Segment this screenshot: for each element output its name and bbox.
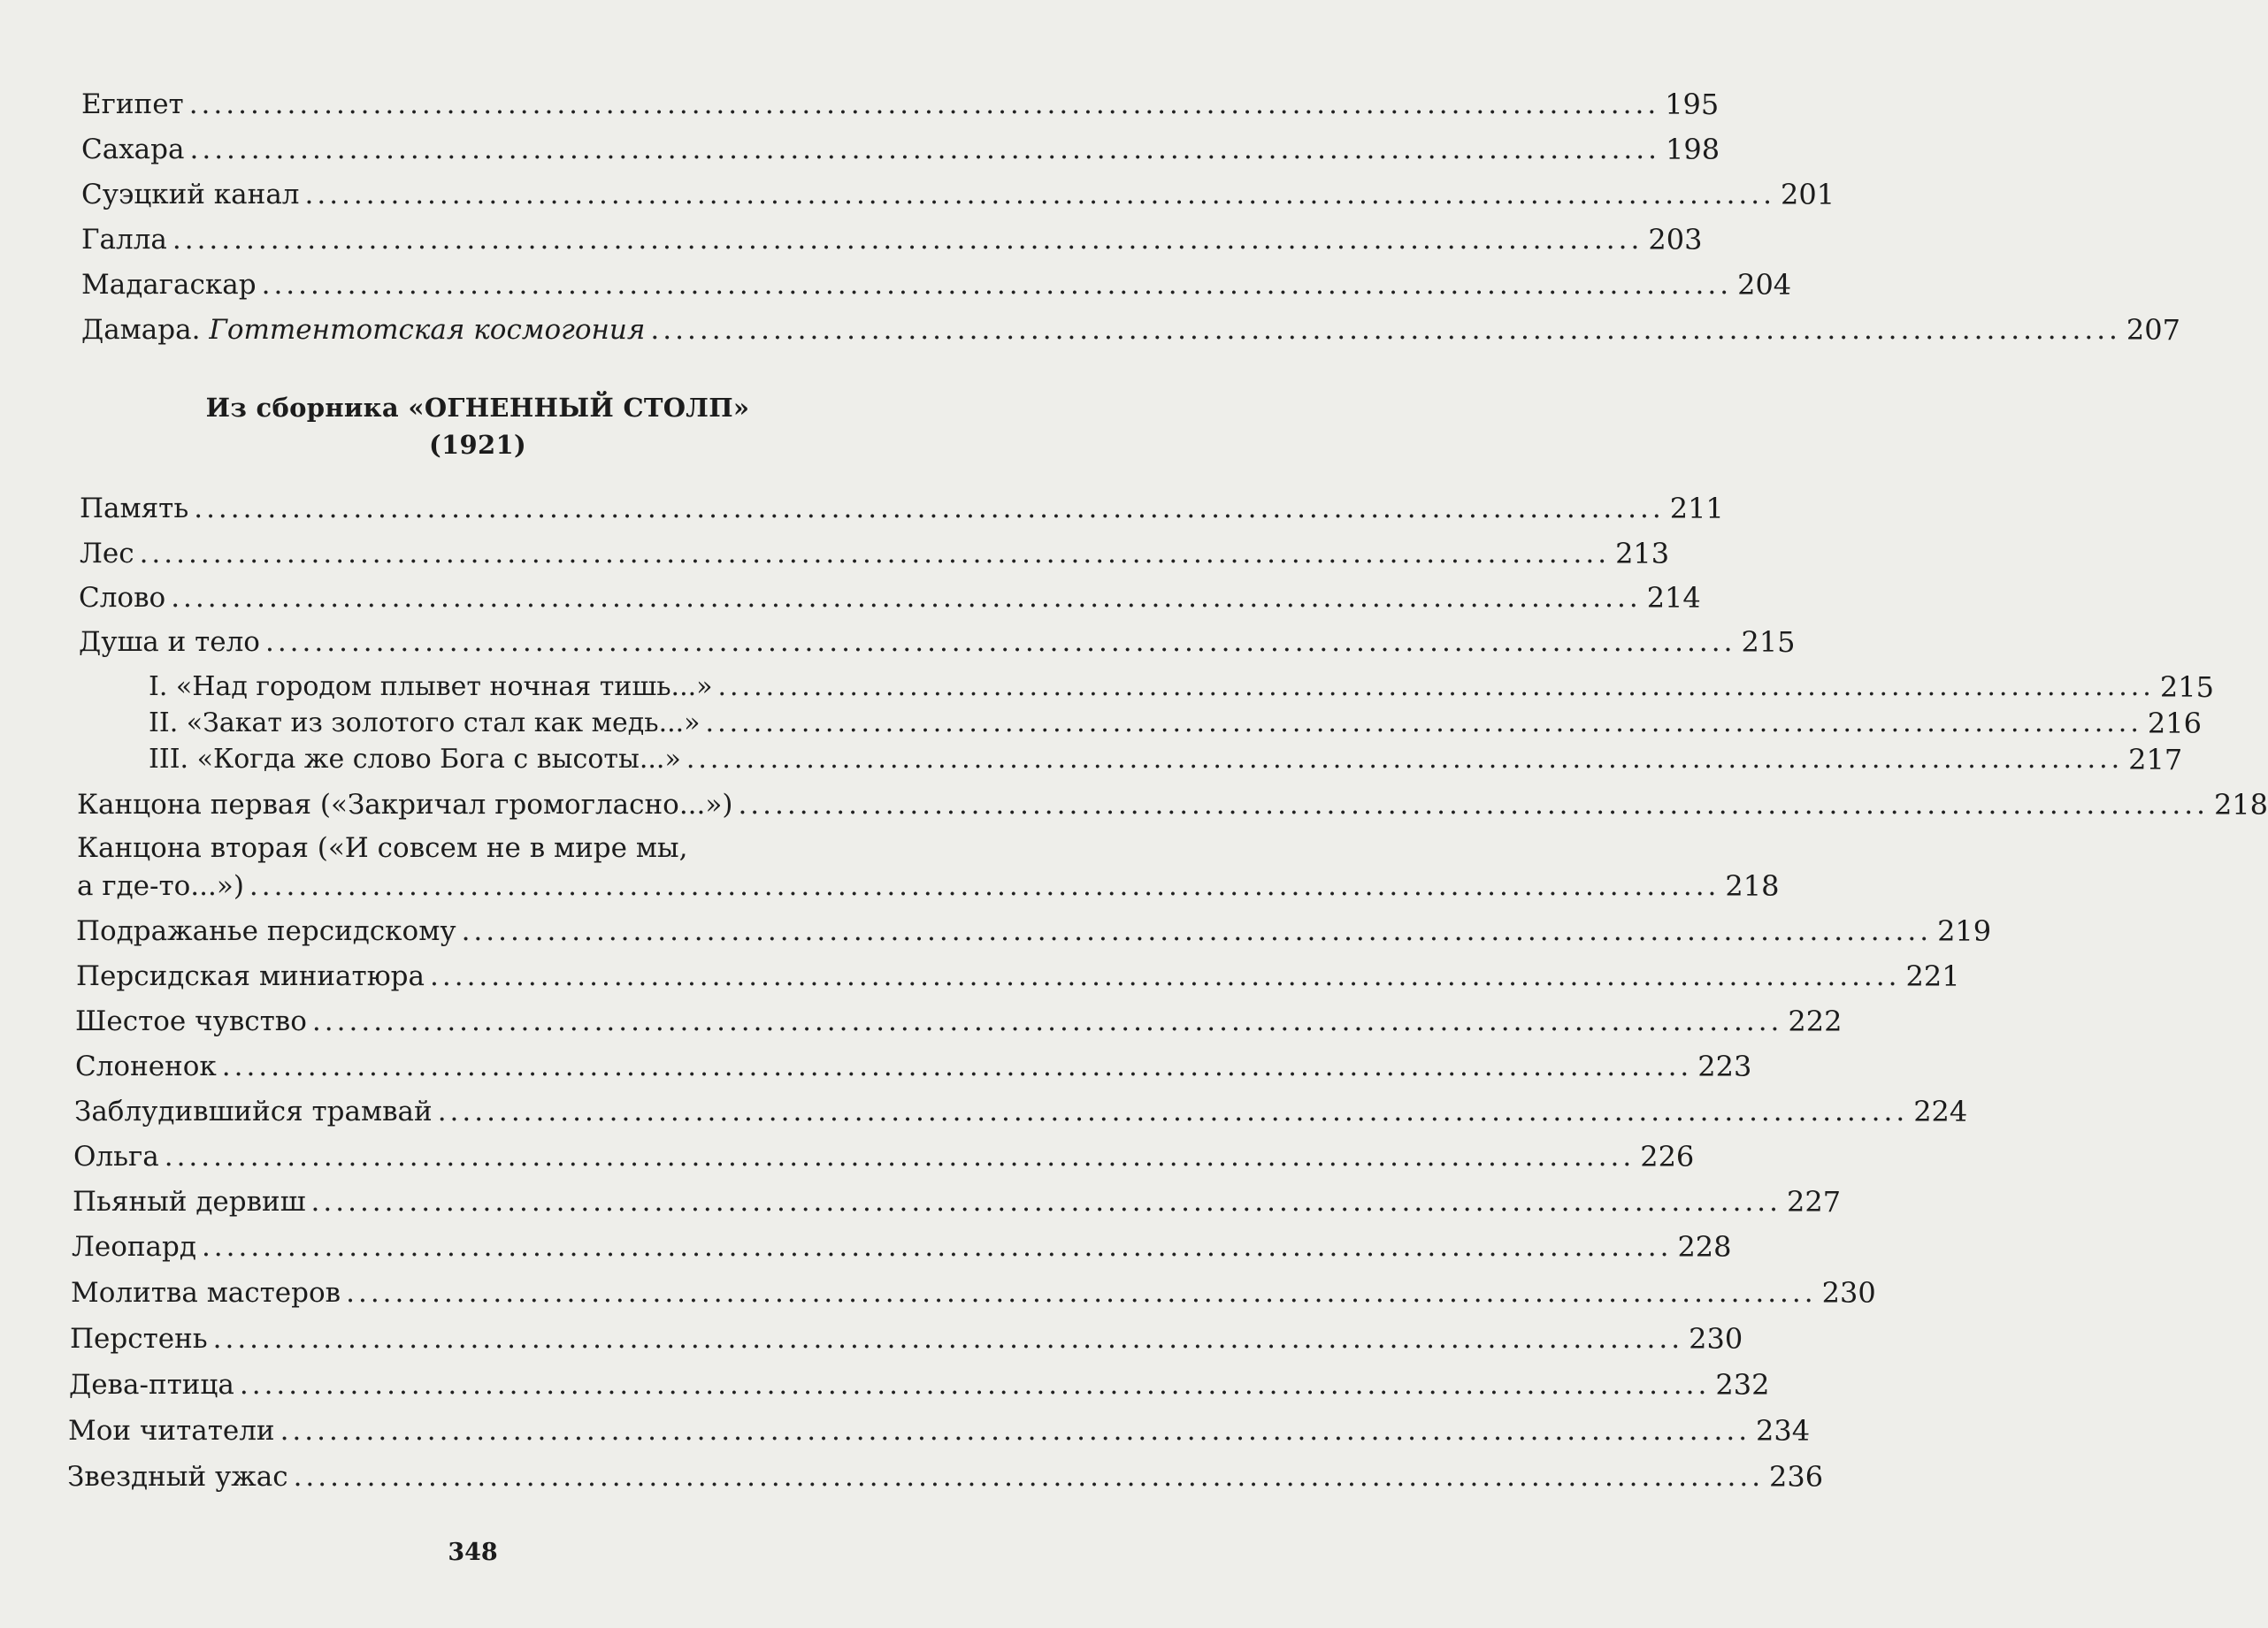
toc-entry-page: 219 (1937, 914, 1992, 948)
toc-entry-page: 203 (1648, 223, 1703, 256)
leader-dots: ........................................................................................................................ (264, 626, 1736, 658)
toc-entry-page: 224 (1913, 1095, 1968, 1128)
leader-dots: ........................................................................................................................ (194, 493, 1665, 524)
toc-entry-page: 211 (1669, 492, 1724, 525)
toc-entry-page: 204 (1737, 268, 1792, 302)
toc-entry (81, 177, 1835, 212)
toc-entry (76, 913, 1992, 949)
toc-entry (73, 1184, 1842, 1219)
toc-entry-title: Душа и тело (79, 626, 260, 658)
toc-entry (81, 267, 1792, 302)
toc-entry-page: 207 (2126, 313, 2180, 347)
leader-dots: ........................................................................................................................ (212, 1323, 1684, 1355)
leader-dots: ........................................................................................................................ (346, 1277, 1817, 1309)
leader-dots: ........................................................................................................................ (310, 1186, 1782, 1218)
toc-entry-title: Молитва мастеров (71, 1277, 341, 1309)
toc-entry (72, 1229, 1732, 1265)
toc-entry-title: Дева-птица (69, 1369, 234, 1401)
toc-entry-page: 215 (2159, 670, 2214, 704)
toc-entry (81, 222, 1703, 257)
toc-entry (77, 787, 2268, 822)
toc-entry (77, 868, 1780, 904)
leader-dots: ........................................................................................................................ (171, 582, 1642, 614)
leader-dots: ........................................................................................................................ (201, 1231, 1673, 1263)
toc-entry-title: Подражанье персидскому (76, 915, 456, 947)
page-number: 348 (448, 1539, 498, 1566)
toc-entry-title (81, 312, 645, 348)
leader-dots: ........................................................................................................................ (139, 538, 1611, 569)
toc-entry-title: Галла (81, 224, 167, 256)
leader-dots: ........................................................................................................................ (304, 179, 1775, 210)
toc-entry-page: 230 (1821, 1276, 1876, 1310)
toc-entry (69, 1367, 1770, 1403)
toc-entry-page: 213 (1615, 537, 1670, 570)
toc-entry-title: Память (80, 493, 189, 524)
leader-dots: ........................................................................................................................ (461, 915, 1933, 947)
toc-entry-page: 234 (1756, 1414, 1811, 1448)
toc-entry (79, 624, 1796, 660)
toc-entry-page: 232 (1715, 1368, 1770, 1402)
toc-entry-first-line (77, 830, 923, 866)
toc-entry-page: 226 (1640, 1140, 1695, 1173)
toc-entry-title-plain: Дамара. (81, 314, 210, 346)
leader-dots: ........................................................................................................................ (430, 960, 1901, 992)
toc-entry-title: Шестое чувство (75, 1005, 307, 1037)
toc-entry-page: 215 (1741, 625, 1796, 659)
toc-entry-title: Суэцкий канал (81, 179, 300, 210)
toc-entry-title: Перстень (70, 1323, 208, 1355)
toc-entry-title: Мои читатели (68, 1415, 275, 1447)
leader-dots: ........................................................................................................................ (650, 314, 2121, 346)
toc-entry-page: 214 (1646, 581, 1701, 615)
toc-entry-title: Персидская миниатюра (76, 960, 425, 992)
toc-entry (80, 491, 1724, 526)
toc-entry-page: 222 (1788, 1005, 1843, 1038)
leader-dots: ........................................................................................................................ (311, 1005, 1783, 1037)
toc-entry-title: Ольга (73, 1141, 159, 1173)
toc-entry-title: Мадагаскар (81, 269, 257, 301)
leader-dots: ........................................................................................................................ (717, 671, 2155, 702)
toc-entry-page: 218 (1725, 869, 1780, 903)
toc-subentry (149, 669, 2214, 705)
toc-entry (75, 1049, 1752, 1084)
toc-entry-title: Заблудившийся трамвай (74, 1096, 433, 1127)
toc-entry-title: II. «Закат из золотого стал как медь...» (149, 707, 701, 738)
toc-entry-page: 201 (1781, 178, 1835, 211)
toc-entry-page: 221 (1905, 959, 1960, 993)
toc-entry-title: Слово (79, 582, 166, 614)
toc-entry (73, 1139, 1695, 1174)
toc-entry-page: 236 (1769, 1460, 1824, 1494)
leader-dots: ........................................................................................................................ (261, 269, 1733, 301)
toc-entry-page: 218 (2213, 788, 2268, 822)
leader-dots: ........................................................................................................................ (280, 1415, 1751, 1447)
toc-entry (81, 132, 1720, 167)
section-heading: Из сборника «ОГНЕННЫЙ СТОЛП» (205, 393, 750, 423)
toc-entry-page: 227 (1787, 1185, 1842, 1219)
toc-entry-title: Лес (80, 538, 134, 569)
toc-entry (80, 536, 1670, 571)
leader-dots: ........................................................................................................................ (738, 789, 2209, 821)
toc-entry (76, 959, 1960, 994)
leader-dots: ........................................................................................................................ (164, 1141, 1636, 1173)
toc-entry-page: 223 (1697, 1050, 1752, 1083)
toc-entry-page: 198 (1665, 133, 1720, 166)
leader-dots: ........................................................................................................................ (172, 224, 1644, 256)
toc-subentry (149, 742, 2183, 777)
toc-entry-page: 195 (1665, 88, 1720, 121)
toc-entry (71, 1275, 1876, 1311)
leader-dots: ........................................................................................................................ (189, 134, 1660, 165)
leader-dots: ........................................................................................................................ (221, 1051, 1693, 1082)
toc-entry (79, 580, 1701, 615)
toc-entry-title-continued: а где-то...») (77, 870, 244, 902)
toc-entry (74, 1094, 1968, 1129)
toc-entry (75, 1004, 1843, 1039)
toc-entry-title: Пьяный дервиш (73, 1186, 306, 1218)
toc-entry-title-italic: Готтентотская космогония (209, 314, 646, 346)
leader-dots: ........................................................................................................................ (437, 1096, 1909, 1127)
leader-dots: ........................................................................................................................ (705, 707, 2142, 738)
toc-entry (68, 1413, 1811, 1448)
toc-entry-page: 217 (2128, 743, 2183, 776)
leader-dots: ........................................................................................................................ (686, 744, 2124, 775)
leader-dots: ........................................................................................................................ (249, 870, 1720, 902)
toc-entry-title: Египет (81, 88, 184, 120)
toc-subentry (149, 706, 2202, 741)
toc-entry (81, 312, 2180, 348)
toc-entry-title: Канцона первая («Закричал громогласно...») (77, 789, 733, 821)
toc-entry-title: Сахара (81, 134, 185, 165)
toc-entry-page: 216 (2147, 707, 2202, 740)
toc-entry-title: III. «Когда же слово Бога с высоты...» (149, 744, 681, 775)
leader-dots: ........................................................................................................................ (239, 1369, 1711, 1401)
leader-dots: ........................................................................................................................ (293, 1461, 1765, 1493)
toc-entry (67, 1459, 1824, 1494)
leader-dots: ........................................................................................................................ (188, 88, 1660, 120)
toc-entry-page: 228 (1677, 1230, 1732, 1264)
toc-entry-title: I. «Над городом плывет ночная тишь...» (149, 671, 713, 702)
toc-entry-title: Леопард (72, 1231, 196, 1263)
toc-entry-title: Звездный ужас (67, 1461, 288, 1493)
section-year: (1921) (429, 430, 526, 460)
toc-entry-title: Слоненок (75, 1051, 217, 1082)
toc-entry (70, 1321, 1743, 1357)
toc-entry-page: 230 (1689, 1322, 1743, 1356)
toc-entry-title: Канцона вторая («И совсем не в мире мы, (77, 832, 688, 864)
toc-entry (81, 87, 1720, 122)
